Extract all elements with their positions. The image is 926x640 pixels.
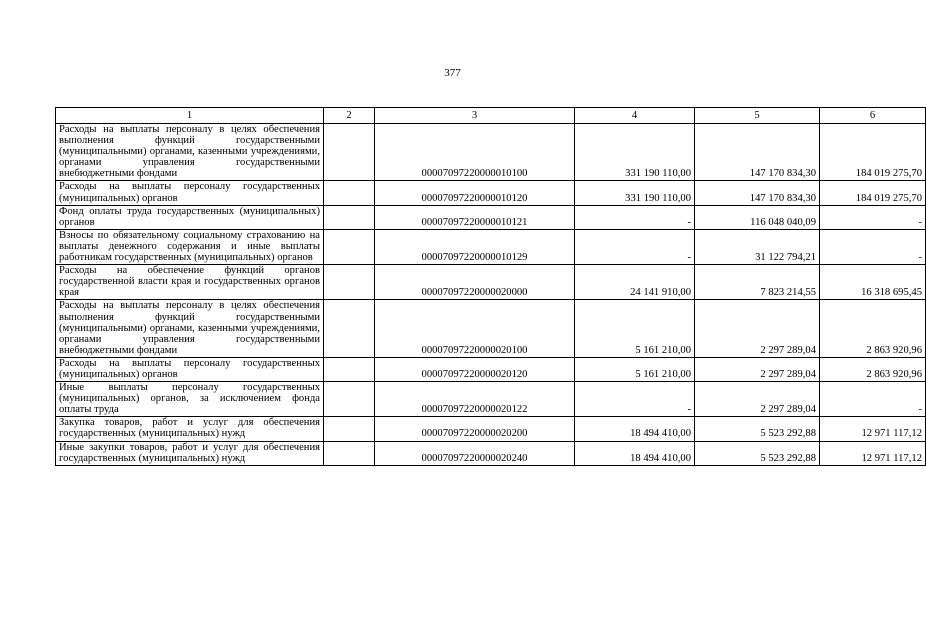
row-value-5: 2 297 289,04: [695, 382, 820, 417]
row-description: Фонд оплаты труда государственных (муниципальных) органов: [56, 205, 324, 229]
row-value-4: -: [575, 205, 695, 229]
row-col2: [324, 382, 375, 417]
table-row: [56, 382, 926, 417]
row-code: 00007097220000020120: [375, 357, 575, 381]
table-row: [56, 300, 926, 357]
column-header-2: 2: [324, 108, 375, 124]
column-header-6: 6: [820, 108, 926, 124]
column-header-3: 3: [375, 108, 575, 124]
row-code: 00007097220000020000: [375, 265, 575, 300]
table-row: [56, 265, 926, 300]
row-col2: [324, 265, 375, 300]
table-row: [56, 124, 926, 181]
row-value-4: 331 190 110,00: [575, 181, 695, 205]
row-description: Расходы на выплаты персоналу государственных (муниципальных) органов: [56, 357, 324, 381]
row-value-5: 2 297 289,04: [695, 357, 820, 381]
row-col2: [324, 300, 375, 357]
table-row: [56, 357, 926, 381]
row-value-6: 184 019 275,70: [820, 124, 926, 181]
row-value-6: 12 971 117,12: [820, 441, 926, 465]
row-value-5: 31 122 794,21: [695, 229, 820, 264]
row-value-4: 331 190 110,00: [575, 124, 695, 181]
table-row: [56, 205, 926, 229]
table-row: [56, 417, 926, 441]
row-value-6: 16 318 695,45: [820, 265, 926, 300]
row-value-5: 147 170 834,30: [695, 124, 820, 181]
row-value-5: 5 523 292,88: [695, 441, 820, 465]
row-description: Иные выплаты персоналу государственных (муниципальных) органов, за исключением фонда оплаты труда: [56, 382, 324, 417]
row-description: Закупка товаров, работ и услуг для обеспечения государственных (муниципальных) нужд: [56, 417, 324, 441]
row-col2: [324, 124, 375, 181]
row-value-4: 5 161 210,00: [575, 357, 695, 381]
column-header-1: 1: [56, 108, 324, 124]
row-value-5: 2 297 289,04: [695, 300, 820, 357]
row-value-4: 18 494 410,00: [575, 417, 695, 441]
row-col2: [324, 417, 375, 441]
table-row: [56, 181, 926, 205]
row-col2: [324, 205, 375, 229]
row-value-4: -: [575, 382, 695, 417]
row-value-6: 2 863 920,96: [820, 357, 926, 381]
row-value-6: 184 019 275,70: [820, 181, 926, 205]
row-code: 00007097220000010100: [375, 124, 575, 181]
page-number: 377: [444, 67, 461, 79]
column-header-4: 4: [575, 108, 695, 124]
row-description: Расходы на выплаты персоналу в целях обеспечения выполнения функций государственными (муниципальными) органами, казенными учреждениями, органами управления государственными внебюджетными фондами: [56, 124, 324, 181]
row-code: 00007097220000020200: [375, 417, 575, 441]
budget-table: [55, 107, 926, 466]
row-description: Расходы на выплаты персоналу государственных (муниципальных) органов: [56, 181, 324, 205]
row-value-4: 18 494 410,00: [575, 441, 695, 465]
row-description: Расходы на выплаты персоналу в целях обеспечения выполнения функций государственными (муниципальными) органами, казенными учреждениями, органами управления государственными внебюджетными фондами: [56, 300, 324, 357]
row-code: 00007097220000020240: [375, 441, 575, 465]
row-description: Расходы на обеспечение функций органов государственной власти края и государственных органов края: [56, 265, 324, 300]
row-value-5: 147 170 834,30: [695, 181, 820, 205]
row-value-5: 7 823 214,55: [695, 265, 820, 300]
row-code: 00007097220000020122: [375, 382, 575, 417]
row-value-6: 12 971 117,12: [820, 417, 926, 441]
table-header-row: [56, 108, 926, 124]
row-code: 00007097220000020100: [375, 300, 575, 357]
row-code: 00007097220000010121: [375, 205, 575, 229]
row-description: Взносы по обязательному социальному страхованию на выплаты денежного содержания и иные выплаты работникам государственных (муниципальных) органов: [56, 229, 324, 264]
row-value-6: -: [820, 205, 926, 229]
row-col2: [324, 357, 375, 381]
row-value-6: -: [820, 229, 926, 264]
column-header-5: 5: [695, 108, 820, 124]
row-col2: [324, 181, 375, 205]
row-value-4: -: [575, 229, 695, 264]
row-code: 00007097220000010129: [375, 229, 575, 264]
table-row: [56, 441, 926, 465]
row-col2: [324, 229, 375, 264]
row-value-5: 116 048 040,09: [695, 205, 820, 229]
row-col2: [324, 441, 375, 465]
row-value-6: -: [820, 382, 926, 417]
row-value-6: 2 863 920,96: [820, 300, 926, 357]
row-value-4: 5 161 210,00: [575, 300, 695, 357]
row-description: Иные закупки товаров, работ и услуг для обеспечения государственных (муниципальных) нужд: [56, 441, 324, 465]
row-value-5: 5 523 292,88: [695, 417, 820, 441]
table-row: [56, 229, 926, 264]
row-code: 00007097220000010120: [375, 181, 575, 205]
row-value-4: 24 141 910,00: [575, 265, 695, 300]
